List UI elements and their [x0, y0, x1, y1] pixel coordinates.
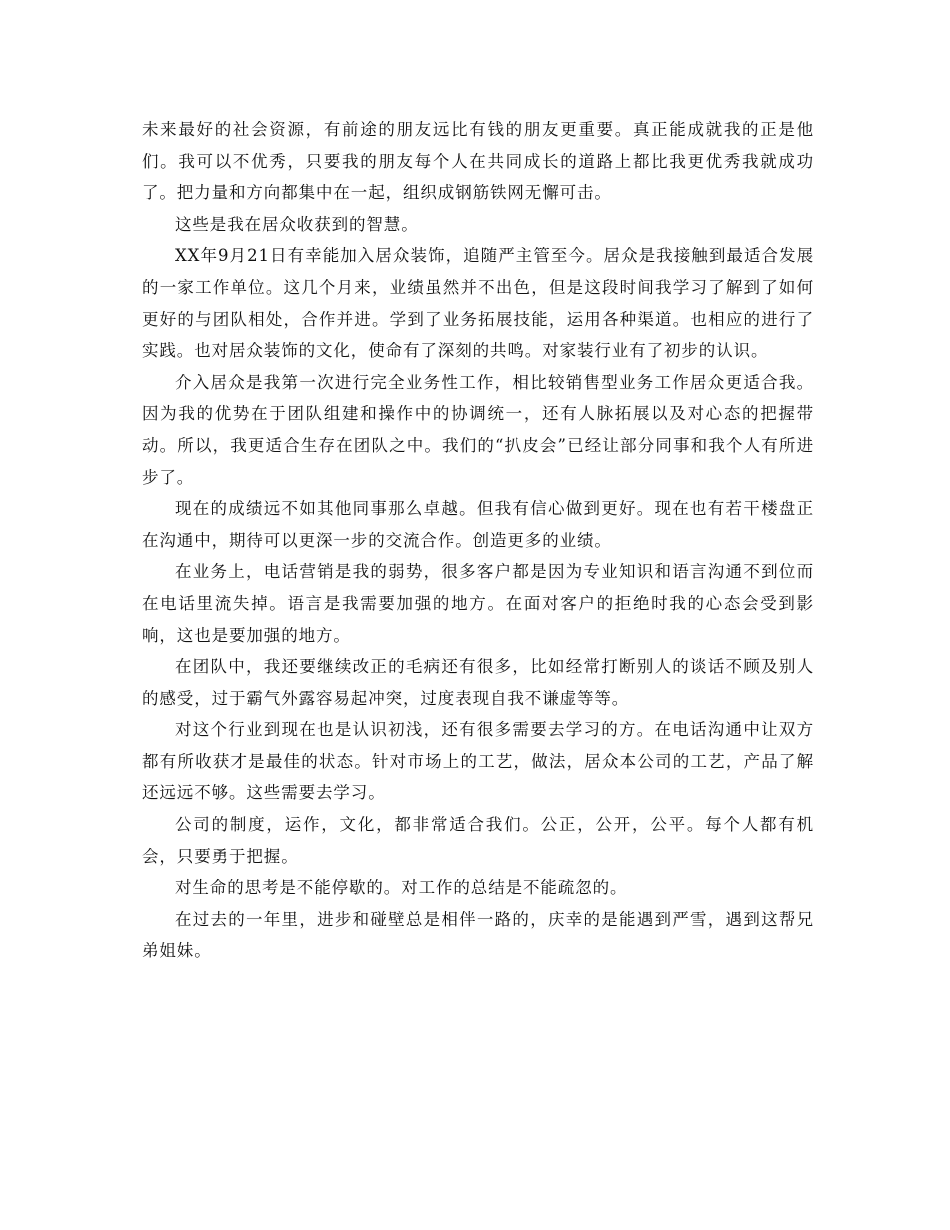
paragraph: 在业务上，电话营销是我的弱势，很多客户都是因为专业知识和语言沟通不到位而在电话里流失掉。语言是我需要加强的地方。在面对客户的拒绝时我的心态会受到影响，这也是要加强的地方。: [142, 562, 814, 645]
paragraph: XX年9月21日有幸能加入居众装饰，追随严主管至今。居众是我接触到最适合发展的一家工作单位。这几个月来，业绩虽然并不出色，但是这段时间我学习了解到了如何更好的与团队相处，合作并进。学到了业务拓展技能，运用各种渠道。也相应的进行了实践。也对居众装饰的文化，使命有了深刻的共鸣。对家装行业有了初步的认识。: [142, 246, 814, 361]
paragraph: 介入居众是我第一次进行完全业务性工作，相比较销售型业务工作居众更适合我。因为我的优势在于团队组建和操作中的协调统一，还有人脉拓展以及对心态的把握带动。所以，我更适合生存在团队之中。我们的“扒皮会”已经让部分同事和我个人有所进步了。: [142, 372, 814, 487]
paragraph: 现在的成绩远不如其他同事那么卓越。但我有信心做到更好。现在也有若干楼盘正在沟通中，期待可以更深一步的交流合作。创造更多的业绩。: [142, 499, 814, 550]
document-body: [142, 114, 814, 967]
paragraph: 在团队中，我还要继续改正的毛病还有很多，比如经常打断别人的谈话不顾及别人的感受，过于霸气外露容易起冲突，过度表现自我不谦虚等等。: [142, 657, 814, 708]
paragraph: 对生命的思考是不能停歇的。对工作的总结是不能疏忽的。: [175, 878, 628, 898]
paragraph: 对这个行业到现在也是认识初浅，还有很多需要去学习的方。在电话沟通中让双方都有所收获才是最佳的状态。针对市场上的工艺，做法，居众本公司的工艺，产品了解还远远不够。这些需要去学习。: [142, 720, 814, 803]
paragraph: 未来最好的社会资源，有前途的朋友远比有钱的朋友更重要。真正能成就我的正是他们。我可以不优秀，只要我的朋友每个人在共同成长的道路上都比我更优秀我就成功了。把力量和方向都集中在一起，组织成钢筋铁网无懈可击。: [142, 120, 814, 203]
paragraph: 公司的制度，运作，文化，都非常适合我们。公正，公开，公平。每个人都有机会，只要勇于把握。: [142, 815, 814, 866]
paragraph: 这些是我在居众收获到的智慧。: [175, 214, 419, 234]
paragraph: 在过去的一年里，进步和碰壁总是相伴一路的，庆幸的是能遇到严雪，遇到这帮兄弟姐妹。: [142, 909, 814, 961]
